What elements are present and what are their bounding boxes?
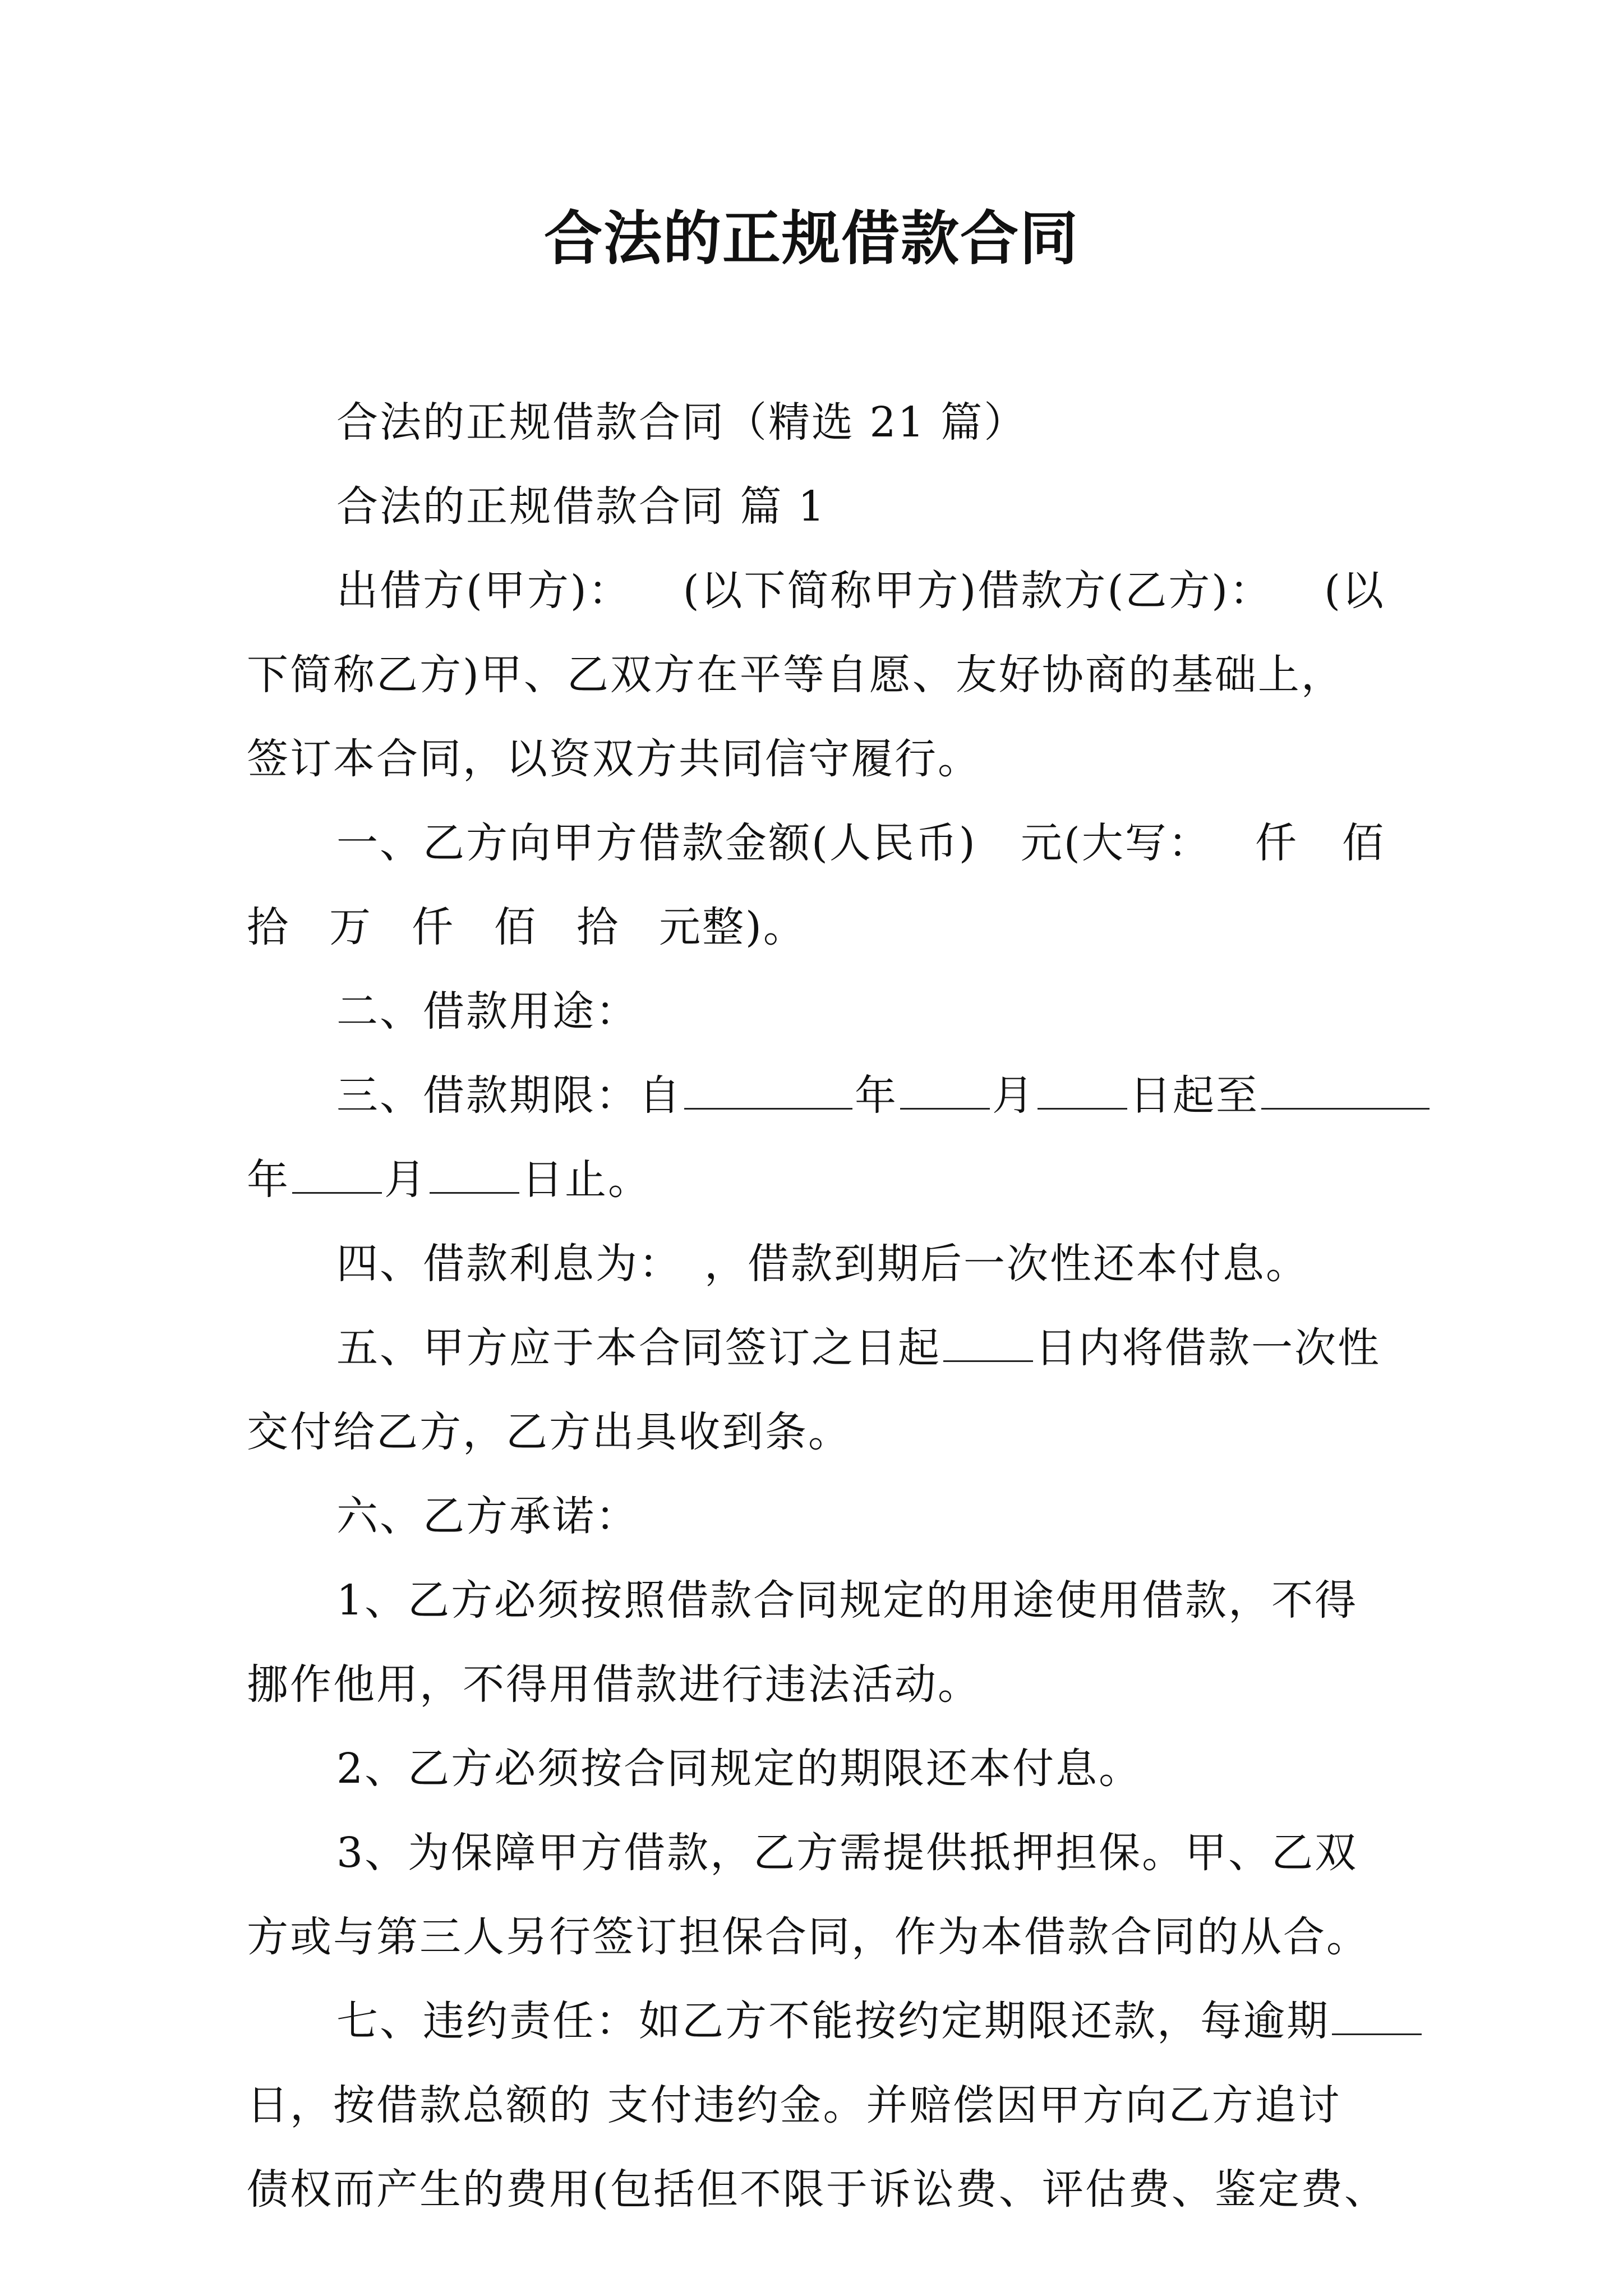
paragraph-line: 3、为保障甲方借款，乙方需提供抵押担保。甲、乙双: [336, 1829, 1358, 1877]
text-segment: 佰: [494, 903, 537, 951]
text-segment: 月: [384, 1156, 427, 1204]
paragraph-line: 六、乙方承诺：: [336, 1492, 639, 1540]
paragraph-line: 2、乙方必须按合同规定的期限还本付息。: [336, 1745, 1142, 1793]
text-segment: (以下简称甲方)借款方(乙方)：: [683, 567, 1273, 615]
paragraph-line: [247, 801, 1385, 885]
text-segment: 四、借款利息为：: [336, 1240, 682, 1288]
paragraph-line: [247, 1306, 1385, 1390]
paragraph-line: 下简称乙方)甲、乙双方在平等自愿、友好协商的基础上，: [247, 651, 1344, 699]
text-segment: ，借款到期后一次性还本付息。: [704, 1240, 1309, 1288]
text-segment: 拾: [577, 903, 620, 951]
paragraph-line: [247, 1222, 1385, 1306]
paragraph-line: 方或与第三人另行签订担保合同，作为本借款合同的从合。: [247, 1913, 1370, 1961]
text-segment: 佰: [1342, 819, 1385, 867]
paragraph-line: 日，按借款总额的 支付违约金。并赔偿因甲方向乙方追讨: [247, 2081, 1341, 2129]
document-body: [247, 380, 1385, 2231]
text-segment: 仟: [1255, 819, 1298, 867]
text-segment: 七、违约责任：如乙方不能按约定期限还款，每逾期: [336, 1997, 1330, 2045]
fill-in-blank: [684, 1073, 852, 1110]
text-segment: 年: [247, 1156, 290, 1204]
paragraph-line: [247, 549, 1385, 633]
text-segment: 元(大写：: [1020, 819, 1211, 867]
paragraph-line: 1、乙方必须按照借款合同规定的用途使用借款，不得: [336, 1576, 1358, 1625]
subtitle-line: 合法的正规借款合同（精选 21 篇）: [336, 398, 1027, 447]
paragraph-line: [247, 885, 1385, 969]
paragraph-line: 挪作他用，不得用借款进行违法活动。: [247, 1660, 981, 1709]
paragraph-line: [247, 1138, 1385, 1222]
fill-in-blank: [900, 1073, 990, 1110]
text-segment: 一、乙方向甲方借款金额(人民币): [336, 819, 977, 867]
fill-in-blank: [430, 1157, 519, 1194]
paragraph-line: 二、借款用途：: [336, 987, 639, 1036]
document-title: 合法的正规借款合同: [543, 204, 1079, 273]
text-segment: 五、甲方应于本合同签订之日起: [336, 1324, 941, 1372]
fill-in-blank: [1332, 1999, 1422, 2035]
text-segment: 拾: [247, 903, 290, 951]
fill-in-blank: [1038, 1073, 1127, 1110]
paragraph-line: 交付给乙方，乙方出具收到条。: [247, 1408, 851, 1456]
text-segment: 日止。: [522, 1156, 651, 1204]
text-segment: 万: [329, 903, 372, 951]
section-heading: 合法的正规借款合同 篇 1: [336, 482, 827, 531]
paragraph-line: [247, 1979, 1385, 2063]
fill-in-blank: [292, 1157, 382, 1194]
paragraph-line: 签订本合同，以资双方共同信守履行。: [247, 735, 981, 783]
text-segment: 月: [992, 1071, 1035, 1120]
text-segment: 日起至: [1129, 1071, 1259, 1120]
text-segment: (以: [1324, 567, 1385, 615]
text-segment: 年: [855, 1071, 898, 1120]
text-segment: 元整)。: [659, 903, 806, 951]
fill-in-blank: [943, 1326, 1033, 1362]
fill-in-blank: [1261, 1073, 1430, 1110]
text-segment: 三、借款期限：自: [336, 1071, 682, 1120]
text-segment: 日内将借款一次性: [1035, 1324, 1381, 1372]
text-segment: 出借方(甲方)：: [336, 567, 631, 615]
text-segment: 仟: [412, 903, 455, 951]
paragraph-line: [247, 1053, 1385, 1138]
paragraph-line: 债权而产生的费用(包括但不限于诉讼费、评估费、鉴定费、: [247, 2165, 1387, 2214]
